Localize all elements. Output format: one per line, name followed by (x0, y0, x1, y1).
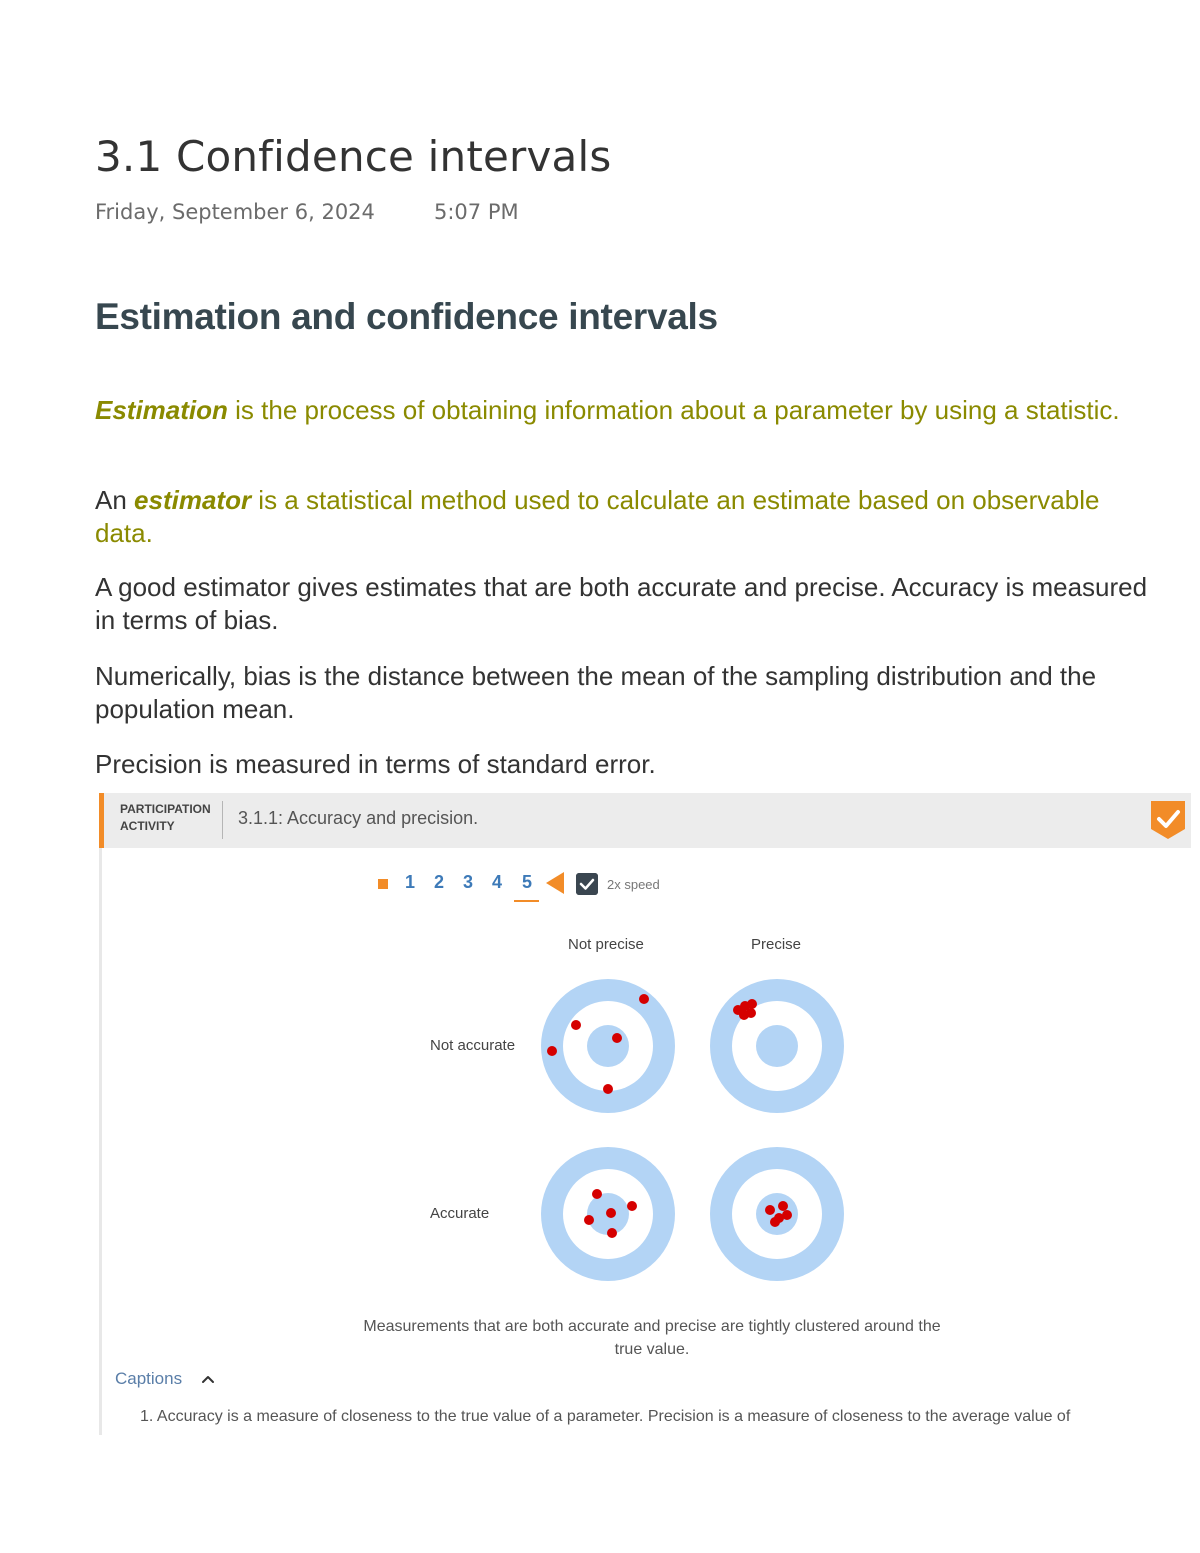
row-label-not-accurate: Not accurate (430, 1037, 516, 1054)
caption-list-item: 1. Accuracy is a measure of closeness to the true value of a parameter. Precision is a measure of closeness to the average value of (140, 1408, 1071, 1425)
play-back-icon[interactable] (546, 872, 564, 894)
step-4-button[interactable]: 4 (491, 872, 502, 892)
paragraph-good-estimator: A good estimator gives estimates that are both accurate and precise. Accuracy is measured in terms of bias. (95, 572, 1148, 635)
current-step-indicator (514, 900, 539, 902)
animation-caption: Measurements that are both accurate and precise are tightly clustered around the true value. (363, 1318, 941, 1358)
speed-label: 2x speed (607, 877, 660, 892)
step-5-button[interactable]: 5 (521, 872, 532, 892)
animation-controls (376, 868, 696, 904)
paragraph-estimation (95, 394, 1155, 427)
step-3-button[interactable]: 3 (462, 872, 473, 892)
completion-check-icon (1149, 799, 1187, 841)
captions-toggle[interactable]: Captions (115, 1369, 183, 1388)
activity-title: 3.1.1: Accuracy and precision. (238, 808, 479, 828)
paragraph-estimation-text: is the process of obtaining information about a parameter by using a statistic. (227, 395, 1120, 425)
term-estimation: Estimation (95, 395, 228, 425)
row-label-accurate: Accurate (430, 1205, 490, 1222)
paragraph-estimator (95, 484, 1155, 550)
target-diagrams (530, 970, 860, 1290)
target-not-accurate-not-precise (541, 979, 675, 1113)
paragraph-estimator-prefix: An (95, 485, 135, 515)
stop-icon[interactable] (378, 879, 388, 889)
speed-checkbox[interactable] (576, 873, 598, 895)
column-label-precise: Precise (751, 936, 802, 953)
note-title: 3.1 Confidence intervals (95, 132, 612, 181)
participation-activity-label: PARTICIPATION ACTIVITY (120, 802, 211, 833)
note-time: 5:07 PM (434, 200, 519, 224)
column-label-not-precise: Not precise (568, 936, 644, 953)
section-heading: Estimation and confidence intervals (95, 296, 718, 337)
target-accurate-not-precise (541, 1147, 675, 1281)
paragraph-precision: Precision is measured in terms of standard error. (95, 749, 656, 779)
note-date: Friday, September 6, 2024 (95, 200, 375, 224)
target-not-accurate-precise (710, 979, 844, 1113)
paragraph-bias: Numerically, bias is the distance between the mean of the sampling distribution and the population mean. (95, 661, 1097, 724)
step-2-button[interactable]: 2 (433, 872, 444, 892)
step-1-button[interactable]: 1 (404, 872, 415, 892)
paragraph-estimator-text: is a statistical method used to calculate an estimate based on observable data. (95, 485, 1100, 548)
target-accurate-precise (710, 1147, 844, 1281)
term-estimator: estimator (134, 485, 252, 515)
header-divider (222, 801, 223, 839)
activity-header (99, 793, 1191, 848)
chevron-up-icon[interactable] (201, 1373, 215, 1385)
